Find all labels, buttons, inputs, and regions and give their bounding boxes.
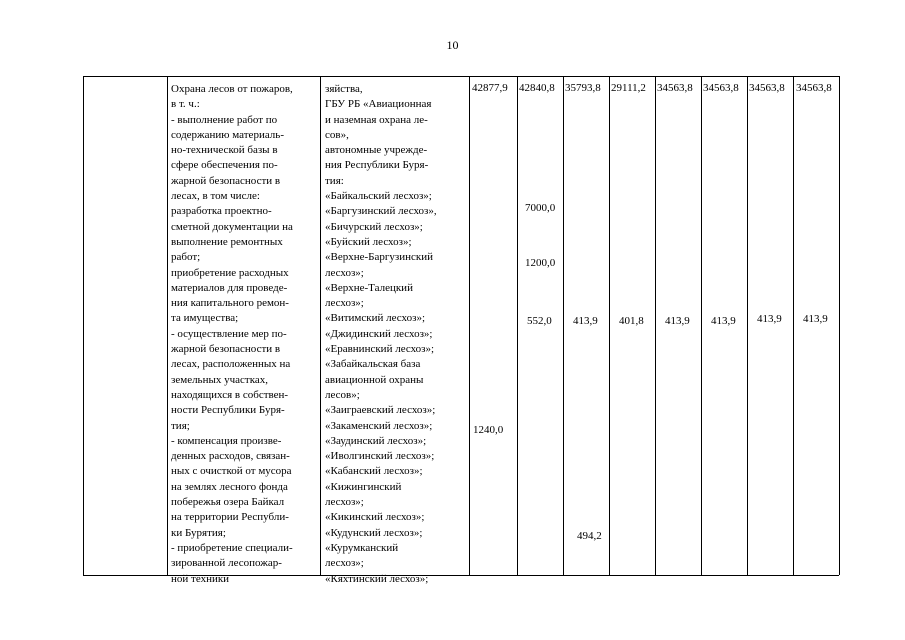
executor-line: «Курумканский — [325, 541, 399, 554]
purpose-line: сфере обеспечения по- — [171, 159, 278, 172]
value-cell: 413,9 — [665, 315, 690, 327]
executor-line: лесхоз»; — [325, 557, 364, 570]
executor-line: ния Республики Буря- — [325, 159, 429, 172]
purpose-line: ки Бурятия; — [171, 526, 226, 539]
total-2025: 34563,8 — [749, 82, 785, 94]
value-cell: 413,9 — [573, 315, 598, 327]
executor-line: «Верхне-Баргузинский — [325, 251, 433, 264]
value-cell: 1240,0 — [473, 424, 504, 436]
total-2023: 34563,8 — [657, 82, 693, 94]
value-cell: 413,9 — [757, 313, 782, 325]
purpose-line: на территории Республи- — [171, 511, 289, 524]
purpose-line: на землях лесного фонда — [171, 480, 288, 493]
purpose-line: находящихся в собствен- — [171, 388, 289, 401]
value-cell: 401,8 — [619, 315, 644, 327]
executor-line: «Кудунский лесхоз»; — [325, 526, 423, 539]
executor-line: «Кижингинский — [325, 480, 402, 493]
executor-line: «Иволгинский лесхоз»; — [325, 450, 435, 463]
purpose-line: - приобретение специали- — [171, 541, 293, 554]
purpose-line: приобретение расходных — [171, 266, 289, 279]
purpose-line: содержанию материаль- — [171, 128, 284, 141]
executor-line: «Кикинский лесхоз»; — [325, 511, 425, 524]
purpose-line: лесах, в том числе: — [171, 190, 260, 203]
executor-line: «Верхне-Талецкий — [325, 281, 413, 294]
value-cell: 494,2 — [577, 530, 602, 542]
purpose-line: побережья озера Байкал — [171, 496, 285, 509]
purpose-line: та имущества; — [171, 312, 239, 325]
executor-line: «Буйский лесхоз»; — [325, 235, 412, 248]
page-number: 10 — [446, 38, 459, 52]
executor-line: ГБУ РБ «Авиационная — [325, 98, 432, 111]
col-border — [701, 76, 702, 575]
total-2019: 42877,9 — [472, 82, 508, 94]
executor-line: «Байкальский лесхоз»; — [325, 190, 432, 203]
col-border — [320, 76, 321, 575]
executor-line: «Кабанский лесхоз»; — [325, 465, 423, 478]
col-border — [469, 76, 470, 575]
purpose-line: сметной документации на — [171, 220, 293, 233]
purpose-line: разработка проектно- — [171, 205, 272, 218]
purpose-line: материалов для проведе- — [171, 281, 288, 294]
executor-line: «Забайкальская база — [325, 358, 421, 371]
executor-line: лесов»; — [325, 388, 360, 401]
purpose-line: жарной безопасности в — [171, 343, 281, 356]
total-2021: 35793,8 — [565, 82, 601, 94]
purpose-line: в т. ч.: — [171, 98, 200, 111]
purpose-line: - компенсация произве- — [171, 434, 282, 447]
purpose-line: ности Республики Буря- — [171, 404, 285, 417]
value-cell: 1200,0 — [525, 257, 556, 269]
executor-line: лесхоз»; — [325, 297, 364, 310]
executor-line: автономные учрежде- — [325, 144, 428, 157]
col-border — [747, 76, 748, 575]
purpose-line: тия; — [171, 419, 190, 432]
col-border — [793, 76, 794, 575]
executor-line: авиационной охраны — [325, 373, 424, 386]
executor-line: лесхоз»; — [325, 266, 364, 279]
executor-line: «Бичурский лесхоз»; — [325, 220, 423, 233]
purpose-line: денных расходов, связан- — [171, 450, 290, 463]
purpose-line: лесах, расположенных на — [171, 358, 291, 371]
total-2026: 34563,8 — [796, 82, 832, 94]
executor-cell — [325, 82, 437, 587]
col-border — [655, 76, 656, 575]
purpose-line: но-технической базы в — [171, 144, 278, 157]
executor-line: «Закаменский лесхоз»; — [325, 419, 433, 432]
col-border — [517, 76, 518, 575]
value-cell: 413,9 — [711, 315, 736, 327]
purpose-line: Охрана лесов от пожаров, — [171, 83, 293, 95]
executor-line: «Кяхтинский лесхоз»; — [325, 572, 429, 585]
purpose-line: земельных участках, — [171, 373, 269, 386]
executor-line: «Витимский лесхоз»; — [325, 312, 425, 325]
executor-line: «Заудинский лесхоз»; — [325, 434, 427, 447]
purpose-line: - осуществление мер по- — [171, 327, 287, 340]
purpose-line: ния капитального ремон- — [171, 297, 289, 310]
executor-line: и наземная охрана ле- — [325, 113, 428, 126]
executor-line: тия: — [325, 174, 344, 187]
executor-line: «Джидинский лесхоз»; — [325, 327, 433, 340]
purpose-line: ной техники — [171, 572, 230, 585]
purpose-line: зированной лесопожар- — [171, 557, 282, 570]
col-border — [83, 76, 84, 575]
executor-line: лесхоз»; — [325, 496, 364, 509]
total-2024: 34563,8 — [703, 82, 739, 94]
executor-line: зяйства, — [325, 83, 363, 95]
executor-line: «Заиграевский лесхоз»; — [325, 404, 436, 417]
table-top-border — [83, 76, 839, 77]
value-cell: 552,0 — [527, 315, 552, 327]
total-2020: 42840,8 — [519, 82, 555, 94]
purpose-line: выполнение ремонтных — [171, 235, 283, 248]
executor-line: сов», — [325, 128, 349, 141]
purpose-line: - выполнение работ по — [171, 113, 278, 126]
executor-line: «Еравнинский лесхоз»; — [325, 343, 435, 356]
executor-line: «Баргузинский лесхоз», — [325, 205, 437, 218]
purpose-cell — [171, 82, 293, 587]
value-cell: 7000,0 — [525, 202, 556, 214]
value-cell: 413,9 — [803, 313, 828, 325]
total-2022: 29111,2 — [611, 82, 646, 94]
col-border — [609, 76, 610, 575]
purpose-line: жарной безопасности в — [171, 174, 281, 187]
col-border — [563, 76, 564, 575]
purpose-line: ных с очисткой от мусора — [171, 465, 292, 478]
col-border — [167, 76, 168, 575]
purpose-line: работ; — [171, 251, 201, 264]
col-border — [839, 76, 840, 575]
